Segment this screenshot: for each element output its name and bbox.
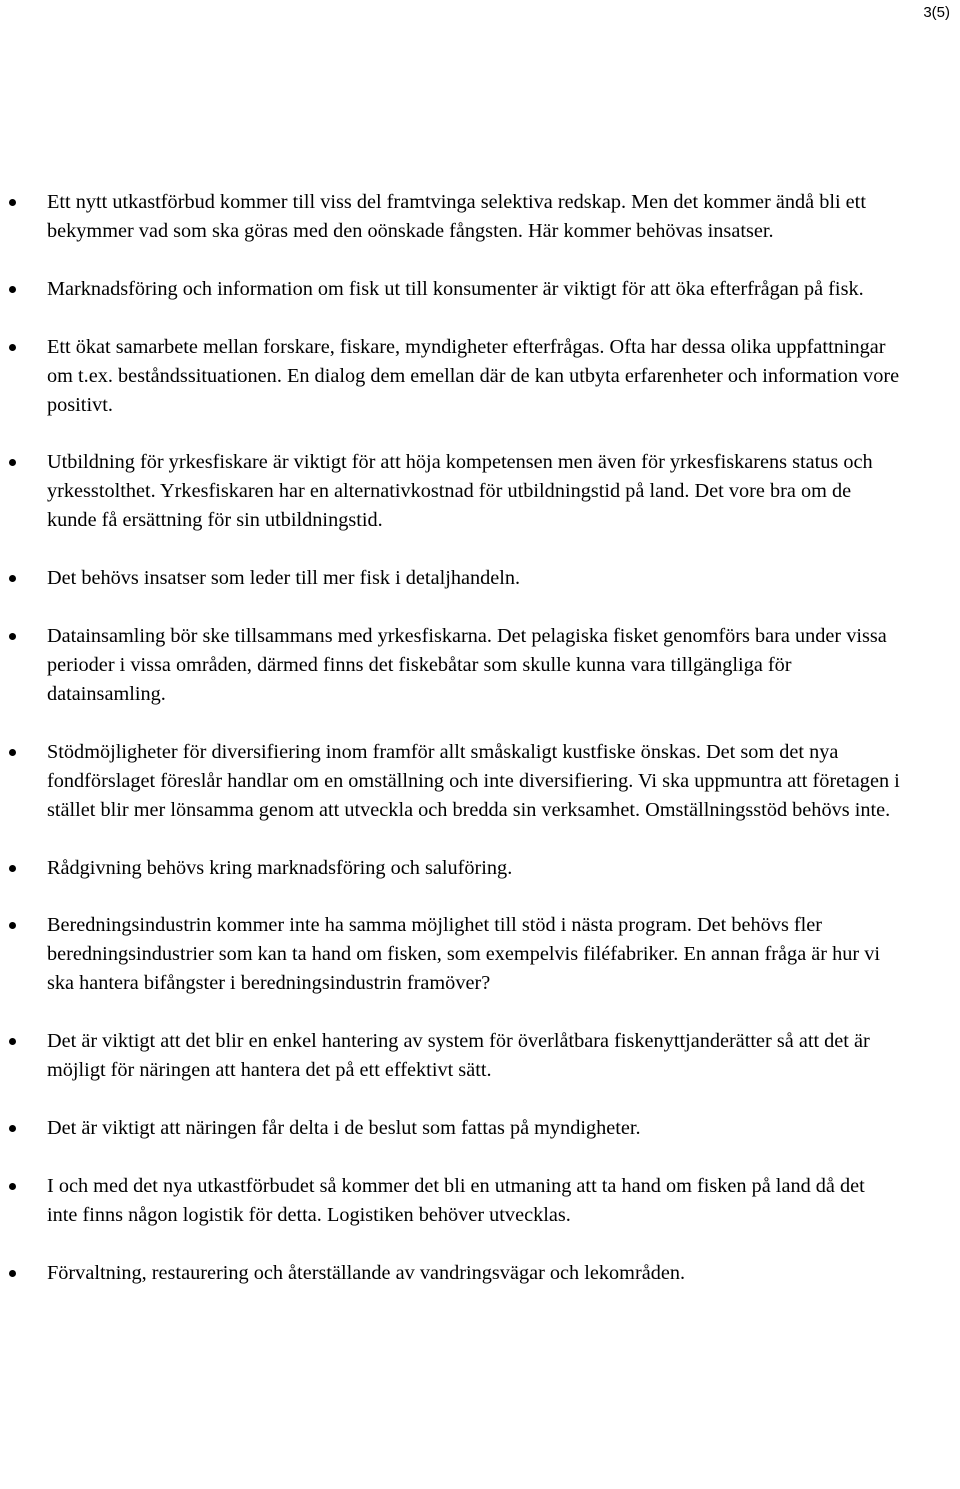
page-number: 3(5) <box>923 4 950 21</box>
bullet-icon <box>9 575 16 582</box>
bullet-icon <box>9 1183 16 1190</box>
list-item <box>0 622 960 709</box>
list-item <box>0 448 960 535</box>
list-item-text: Det är viktigt att det blir en enkel hantering av system för överlåtbara fiskenyttjanderätter så att det är möjligt för näringen att hantera det på ett effektivt sätt. <box>47 1030 870 1082</box>
bullet-icon <box>9 1038 16 1045</box>
list-item-text: Stödmöjligheter för diversifiering inom framför allt småskaligt kustfiske önskas. Det som det nya fondförslaget föreslår handlar om en omställning och inte diversifiering. Vi ska uppmuntra att företagen i stället blir mer lönsamma genom att utveckla och bredda sin verksamhet. Omställningsstöd behövs inte. <box>47 740 900 821</box>
list-item-text: Utbildning för yrkesfiskare är viktigt för att höja kompetensen men även för yrkesfiskarens status och yrkesstolthet. Yrkesfiskaren har en alternativkostnad för utbildningstid på land. Det vore bra om de kunde få ersättning för sin utbildningstid. <box>47 451 873 532</box>
bullet-icon <box>9 633 16 640</box>
list-item-text: Förvaltning, restaurering och återställande av vandringsvägar och lekområden. <box>47 1261 686 1284</box>
list-item-text: I och med det nya utkastförbudet så kommer det bli en utmaning att ta hand om fisken på land då det inte finns någon logistik för detta. Logistiken behöver utvecklas. <box>47 1174 865 1226</box>
bullet-icon <box>9 286 16 293</box>
list-item-text: Beredningsindustrin kommer inte ha samma möjlighet till stöd i nästa program. Det behövs fler beredningsindustrier som kan ta hand om fisken, som exempelvis filéfabriker. En annan fråga är hur vi ska hantera bifångster i beredningsindustrin framöver? <box>47 914 880 995</box>
list-item <box>0 738 960 825</box>
bullet-icon <box>9 1125 16 1132</box>
list-item <box>0 911 960 998</box>
list-item-text: Rådgivning behövs kring marknadsföring och saluföring. <box>47 856 513 879</box>
list-item-text: Ett nytt utkastförbud kommer till viss del framtvinga selektiva redskap. Men det kommer ändå bli ett bekymmer vad som ska göras med den oönskade fångsten. Här kommer behövas insatser. <box>47 191 866 242</box>
list-item <box>0 564 960 593</box>
list-item-text: Marknadsföring och information om fisk ut till konsumenter är viktigt för att öka efterfrågan på fisk. <box>47 277 864 300</box>
list-item <box>0 333 960 420</box>
list-item <box>0 1172 960 1230</box>
bullet-icon <box>9 344 16 351</box>
bullet-icon <box>9 865 16 872</box>
list-item <box>0 1259 960 1288</box>
bullet-icon <box>9 199 16 206</box>
list-item <box>0 1027 960 1085</box>
list-item <box>0 854 960 883</box>
bullet-list <box>0 188 960 1317</box>
list-item-text: Ett ökat samarbete mellan forskare, fiskare, myndigheter efterfrågas. Ofta har dessa olika uppfattningar om t.ex. beståndssituationen. En dialog dem emellan där de kan utbyta erfarenheter och information vore positivt. <box>47 335 900 416</box>
list-item-text: Det är viktigt att näringen får delta i de beslut som fattas på myndigheter. <box>47 1116 641 1139</box>
list-item-text: Datainsamling bör ske tillsammans med yrkesfiskarna. Det pelagiska fisket genomförs bara under vissa perioder i vissa områden, därmed finns det fiskebåtar som skulle kunna vara tillgängliga för datainsamling. <box>47 625 887 705</box>
bullet-icon <box>9 922 16 929</box>
list-item-text: Det behövs insatser som leder till mer fisk i detaljhandeln. <box>47 567 521 590</box>
list-item <box>0 188 960 246</box>
list-item <box>0 275 960 304</box>
bullet-icon <box>9 1270 16 1277</box>
bullet-icon <box>9 459 16 466</box>
list-item <box>0 1114 960 1143</box>
bullet-icon <box>9 749 16 756</box>
